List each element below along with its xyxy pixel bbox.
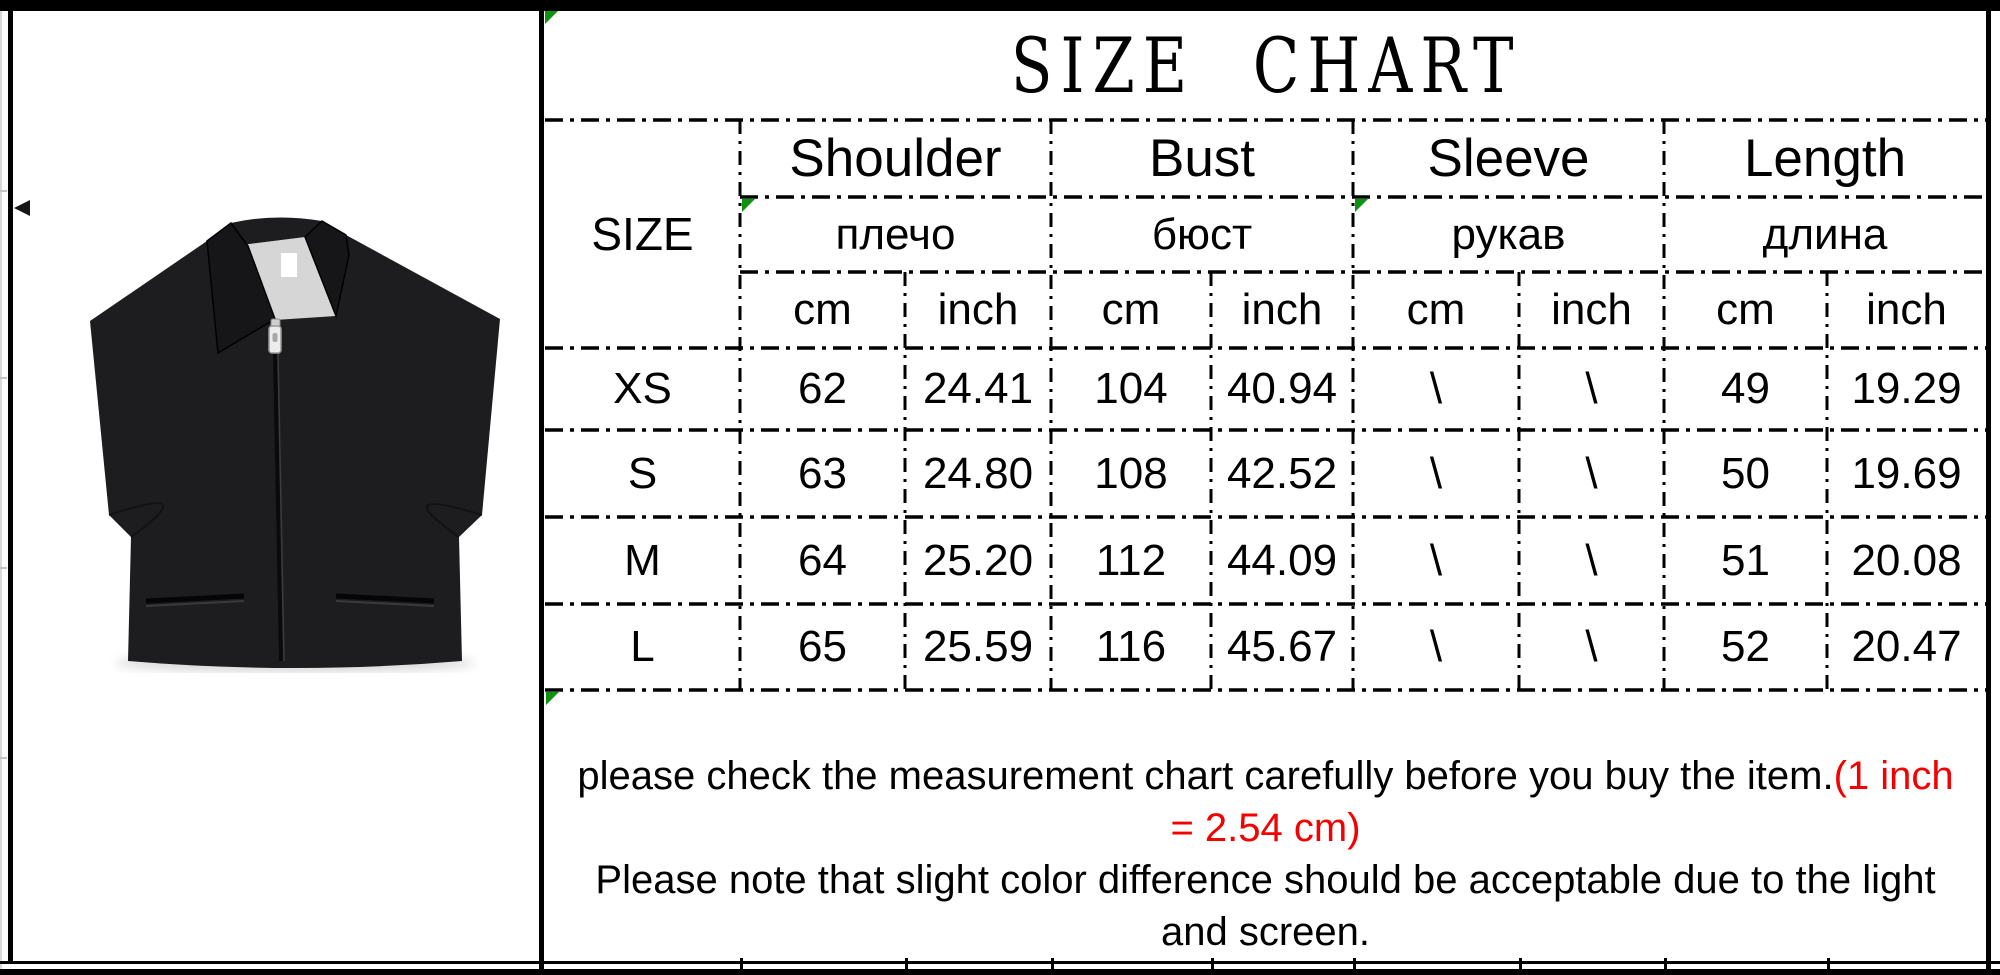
table-cell: 42.52	[1226, 448, 1338, 498]
unit-header: cm	[1406, 285, 1466, 334]
note-text	[545, 690, 1986, 960]
frame-bottom-line	[0, 961, 2000, 964]
table-cell: 108	[1094, 448, 1168, 498]
left-edge-tick	[0, 377, 7, 379]
bottom-tick	[905, 958, 908, 975]
table-cell: 51	[1721, 535, 1770, 585]
bottom-tick	[1827, 958, 1830, 975]
table-cell: 19.29	[1851, 364, 1962, 413]
row-label-m: M	[624, 535, 661, 585]
note-text-black: and screen.	[1160, 910, 1371, 954]
note-text-red: (1 inch	[1833, 754, 1954, 798]
note-text-black: Please note that slight color difference should be acceptable due to the light	[595, 858, 1936, 902]
table-cell: \	[1429, 535, 1443, 585]
table-cell: 65	[798, 622, 847, 671]
table-cell: \	[1429, 448, 1443, 498]
neck-label-tag	[281, 253, 297, 277]
note-text-black: please check the measurement chart carefully before you buy the item.	[577, 754, 1834, 798]
left-edge-tick	[0, 757, 7, 759]
note-line	[545, 854, 1986, 906]
frame-bottom-bar	[0, 969, 2000, 975]
row-label-l: L	[630, 622, 655, 671]
table-cell: 40.94	[1226, 364, 1338, 413]
table-cell: \	[1429, 364, 1443, 413]
page-title: SIZE CHART	[1010, 21, 1522, 110]
header-length-ru: длина	[1762, 209, 1888, 259]
table-cell: 116	[1095, 622, 1167, 671]
header-bust-ru: бюст	[1151, 209, 1253, 259]
left-arrow-marker-icon	[14, 200, 30, 216]
header-size: SIZE	[591, 208, 694, 260]
table-cell: 52	[1721, 622, 1770, 671]
bottom-tick	[740, 958, 743, 975]
table-cell: \	[1585, 535, 1598, 585]
table-cell: 64	[798, 535, 847, 585]
note-text-red: = 2.54 cm)	[1170, 806, 1361, 850]
table-cell: 63	[798, 448, 847, 498]
table-cell: \	[1585, 622, 1598, 671]
unit-header: cm	[1101, 285, 1161, 334]
left-edge-tick	[0, 567, 7, 569]
table-cell: 24.41	[922, 364, 1034, 413]
header-shoulder-en: Shoulder	[789, 129, 1002, 188]
frame-center-divider	[539, 11, 544, 975]
unit-header: inch	[937, 285, 1019, 334]
table-cell: 50	[1721, 448, 1770, 498]
bottom-tick	[1211, 958, 1214, 975]
unit-header: cm	[1716, 285, 1775, 334]
note-line	[545, 750, 1986, 802]
table-cell: 19.69	[1851, 448, 1962, 498]
table-cell: 45.67	[1226, 622, 1338, 671]
note-line	[545, 802, 1986, 854]
note-line	[545, 906, 1986, 958]
jacket-graphic	[85, 213, 505, 673]
bottom-tick	[1664, 958, 1667, 975]
unit-header: cm	[793, 285, 852, 334]
header-bust-en: Bust	[1148, 129, 1256, 188]
table-cell: 25.20	[922, 535, 1034, 585]
table-cell: 20.08	[1851, 535, 1962, 585]
unit-header: inch	[1551, 285, 1632, 334]
frame-top-bar	[0, 0, 2000, 11]
header-shoulder-ru: плечо	[835, 209, 956, 259]
table-cell: 62	[798, 364, 847, 413]
outer-faint-edge	[0, 0, 2, 975]
table-cell: 104	[1094, 364, 1168, 413]
table-cell: 112	[1095, 535, 1167, 585]
left-edge-tick	[0, 190, 7, 192]
bottom-tick	[1051, 958, 1054, 975]
table-cell: \	[1585, 364, 1598, 413]
table-cell: 24.80	[922, 448, 1034, 498]
unit-header: inch	[1866, 285, 1947, 334]
frame-right-border	[1986, 0, 1991, 975]
table-cell: \	[1585, 448, 1598, 498]
zipper-pull-hole	[273, 333, 278, 342]
unit-header: inch	[1241, 285, 1323, 334]
title-cell	[545, 11, 1987, 120]
product-photo-panel	[13, 11, 539, 961]
header-length-en: Length	[1743, 129, 1907, 188]
bottom-tick	[1519, 958, 1522, 975]
table-cell: 49	[1721, 364, 1770, 413]
bottom-tick	[1353, 958, 1356, 975]
table-cell: 44.09	[1226, 535, 1338, 585]
row-label-xs: XS	[613, 364, 672, 413]
table-cell: 25.59	[922, 622, 1034, 671]
header-sleeve-en: Sleeve	[1427, 129, 1590, 188]
table-cell: \	[1429, 622, 1443, 671]
frame-left-border	[8, 11, 13, 963]
header-sleeve-ru: рукав	[1451, 209, 1566, 259]
row-label-s: S	[627, 448, 658, 498]
table-cell: 20.47	[1851, 622, 1962, 671]
